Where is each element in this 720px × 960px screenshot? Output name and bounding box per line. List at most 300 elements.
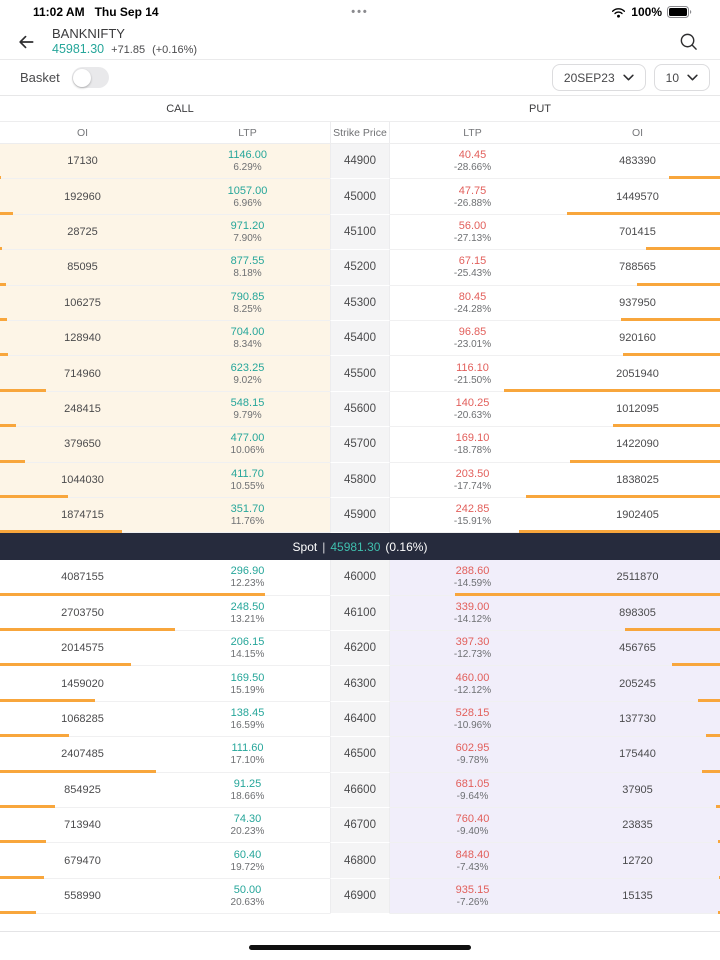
call-ltp-value: 351.70 xyxy=(230,503,265,516)
strike-value: 45100 xyxy=(344,225,376,238)
put-oi-cell[interactable] xyxy=(555,666,720,701)
strike-cell xyxy=(330,463,390,498)
instrument-title: BANKNIFTY xyxy=(52,25,125,41)
strike-value: 46000 xyxy=(344,571,376,584)
put-oi-bar xyxy=(570,460,720,463)
put-oi-bar xyxy=(623,353,720,356)
strike-value: 45600 xyxy=(344,402,376,415)
put-oi-cell[interactable] xyxy=(555,808,720,843)
call-oi-bar xyxy=(0,353,8,356)
strike-cell xyxy=(330,498,390,533)
strike-cell xyxy=(330,631,390,666)
call-ltp-cell[interactable] xyxy=(165,286,330,321)
call-ltp-change-pct: 8.25% xyxy=(233,303,262,315)
call-oi-bar xyxy=(0,699,95,702)
call-ltp-change-pct: 13.21% xyxy=(230,613,265,625)
put-oi-bar xyxy=(716,805,720,808)
call-ltp-cell[interactable] xyxy=(165,596,330,631)
call-ltp-value: 1146.00 xyxy=(228,149,267,162)
call-oi-cell[interactable] xyxy=(0,215,165,250)
call-oi-value: 1874715 xyxy=(61,509,104,522)
back-arrow-icon xyxy=(16,32,36,52)
put-oi-cell[interactable] xyxy=(555,250,720,285)
call-ltp-change-pct: 12.23% xyxy=(230,578,265,590)
strike-value: 46200 xyxy=(344,642,376,655)
strike-cell xyxy=(330,179,390,214)
put-oi-value: 137730 xyxy=(619,713,656,726)
put-ltp-change-pct: -14.12% xyxy=(453,613,492,625)
call-oi-value: 1044030 xyxy=(61,473,104,486)
call-oi-bar xyxy=(0,247,2,250)
option-row xyxy=(0,596,720,631)
put-ltp-cell[interactable] xyxy=(390,392,555,427)
call-ltp-cell[interactable] xyxy=(165,702,330,737)
call-oi-cell[interactable] xyxy=(0,463,165,498)
call-ltp-value: 91.25 xyxy=(233,777,262,790)
instrument-price: 45981.30 xyxy=(52,41,105,56)
strike-value: 44900 xyxy=(344,155,376,168)
option-row xyxy=(0,215,720,250)
call-ltp-value: 548.15 xyxy=(230,396,265,409)
put-oi-value: 898305 xyxy=(619,606,656,619)
call-ltp-cell[interactable] xyxy=(165,144,330,179)
put-ltp-cell[interactable] xyxy=(390,631,555,666)
search-icon xyxy=(679,32,698,51)
strike-cell xyxy=(330,702,390,737)
toggle-knob xyxy=(73,69,91,87)
put-ltp-cell[interactable] xyxy=(390,596,555,631)
put-oi-cell[interactable] xyxy=(555,179,720,214)
spot-label: Spot xyxy=(292,539,318,554)
home-indicator[interactable] xyxy=(249,945,471,950)
put-oi-value: 15135 xyxy=(622,890,653,902)
call-ltp-cell[interactable] xyxy=(165,392,330,427)
put-oi-bar xyxy=(702,770,720,773)
put-ltp-cell[interactable] xyxy=(390,250,555,285)
call-oi-bar xyxy=(0,840,46,843)
expiry-dropdown[interactable] xyxy=(552,64,646,91)
put-ltp-value: 116.10 xyxy=(456,361,489,374)
call-ltp-change-pct: 15.19% xyxy=(230,684,265,696)
call-ltp-value: 50.00 xyxy=(233,884,262,896)
strike-value: 45400 xyxy=(344,332,376,345)
strike-price-column-header: Strike Price xyxy=(330,122,390,143)
put-ltp-value: 203.50 xyxy=(455,467,490,480)
put-oi-cell[interactable] xyxy=(555,737,720,772)
put-oi-bar xyxy=(526,495,720,498)
call-ltp-change-pct: 9.79% xyxy=(233,409,262,421)
put-ltp-value: 460.00 xyxy=(455,671,490,684)
call-oi-cell[interactable] xyxy=(0,808,165,843)
put-oi-value: 920160 xyxy=(619,332,656,345)
put-oi-cell[interactable] xyxy=(555,286,720,321)
strike-cell xyxy=(330,773,390,808)
call-oi-value: 1068285 xyxy=(61,713,104,726)
battery-percent: 100% xyxy=(631,5,662,19)
option-row xyxy=(0,773,720,808)
put-oi-cell[interactable] xyxy=(555,879,720,914)
strike-cell xyxy=(330,392,390,427)
strike-cell xyxy=(330,560,390,595)
call-ltp-cell[interactable] xyxy=(165,843,330,878)
put-ltp-value: 288.60 xyxy=(455,565,490,578)
option-row xyxy=(0,631,720,666)
call-ltp-cell[interactable] xyxy=(165,737,330,772)
call-ltp-value: 169.50 xyxy=(230,671,265,684)
call-ltp-cell[interactable] xyxy=(165,427,330,462)
put-oi-value: 456765 xyxy=(619,642,656,655)
strike-cell xyxy=(330,879,390,914)
put-ltp-value: 602.95 xyxy=(455,742,490,755)
put-oi-cell[interactable] xyxy=(555,702,720,737)
put-oi-bar xyxy=(698,699,720,702)
call-ltp-cell[interactable] xyxy=(165,773,330,808)
call-oi-column-header: OI xyxy=(76,126,89,139)
strike-value: 45000 xyxy=(344,190,376,203)
put-ltp-cell[interactable] xyxy=(390,498,555,533)
put-ltp-value: 67.15 xyxy=(458,255,487,268)
put-ltp-cell[interactable] xyxy=(390,356,555,391)
put-ltp-cell[interactable] xyxy=(390,286,555,321)
put-oi-cell[interactable] xyxy=(555,144,720,179)
section-header xyxy=(0,96,720,122)
call-oi-value: 106275 xyxy=(64,296,101,309)
strike-cell xyxy=(330,666,390,701)
put-oi-cell[interactable] xyxy=(555,560,720,595)
option-row xyxy=(0,463,720,498)
call-ltp-change-pct: 7.90% xyxy=(233,232,262,244)
put-ltp-value: 528.15 xyxy=(455,707,490,720)
call-oi-bar xyxy=(0,770,156,773)
call-oi-cell[interactable] xyxy=(0,498,165,533)
put-ltp-change-pct: -9.64% xyxy=(456,790,489,802)
put-ltp-cell[interactable] xyxy=(390,560,555,595)
strike-count-dropdown[interactable] xyxy=(654,64,710,91)
call-oi-value: 379650 xyxy=(64,438,101,451)
put-oi-bar xyxy=(455,593,720,596)
put-ltp-change-pct: -7.43% xyxy=(456,861,489,873)
strike-value: 45200 xyxy=(344,261,376,274)
put-ltp-cell[interactable] xyxy=(390,737,555,772)
put-ltp-cell[interactable] xyxy=(390,808,555,843)
put-oi-value: 1902405 xyxy=(616,509,659,522)
put-ltp-change-pct: -21.50% xyxy=(453,374,492,386)
call-ltp-change-pct: 6.96% xyxy=(233,197,262,209)
expiry-value: 20SEP23 xyxy=(563,70,615,85)
call-oi-value: 192960 xyxy=(64,190,101,203)
call-oi-cell[interactable] xyxy=(0,560,165,595)
put-ltp-change-pct: -9.40% xyxy=(456,826,489,838)
call-oi-value: 679470 xyxy=(64,854,101,867)
call-ltp-cell[interactable] xyxy=(165,666,330,701)
call-oi-cell[interactable] xyxy=(0,427,165,462)
call-ltp-value: 704.00 xyxy=(230,326,265,339)
put-oi-bar xyxy=(613,424,720,427)
call-ltp-value: 411.70 xyxy=(231,467,264,480)
put-oi-value: 1012095 xyxy=(616,402,659,415)
put-ltp-change-pct: -24.28% xyxy=(453,303,492,315)
option-row xyxy=(0,702,720,737)
basket-label: Basket xyxy=(20,70,60,85)
call-ltp-change-pct: 8.18% xyxy=(233,268,262,280)
call-ltp-cell[interactable] xyxy=(165,879,330,914)
call-oi-cell[interactable] xyxy=(0,631,165,666)
option-row xyxy=(0,321,720,356)
strike-cell xyxy=(330,286,390,321)
put-oi-bar xyxy=(672,663,720,666)
call-oi-cell[interactable] xyxy=(0,250,165,285)
put-section-header: PUT xyxy=(529,102,551,115)
put-oi-column-header: OI xyxy=(631,126,644,139)
call-oi-cell[interactable] xyxy=(0,596,165,631)
call-ltp-column-header: LTP xyxy=(238,126,257,139)
option-row xyxy=(0,560,720,595)
strike-cell xyxy=(330,737,390,772)
put-ltp-cell[interactable] xyxy=(390,666,555,701)
status-bar xyxy=(0,0,720,24)
put-ltp-cell[interactable] xyxy=(390,463,555,498)
call-ltp-value: 1057.00 xyxy=(227,184,268,197)
instrument-change: +71.85 xyxy=(111,43,146,56)
put-ltp-change-pct: -15.91% xyxy=(453,516,492,528)
basket-toggle[interactable] xyxy=(72,67,109,88)
put-oi-value: 23835 xyxy=(622,819,653,832)
option-row xyxy=(0,286,720,321)
call-ltp-value: 296.90 xyxy=(230,565,265,578)
strike-value: 46300 xyxy=(344,677,376,690)
call-oi-value: 713940 xyxy=(64,819,101,832)
call-ltp-cell[interactable] xyxy=(165,631,330,666)
call-oi-bar xyxy=(0,424,16,427)
put-ltp-change-pct: -17.74% xyxy=(453,480,492,492)
put-ltp-value: 339.00 xyxy=(455,600,490,613)
call-oi-bar xyxy=(0,876,44,879)
call-ltp-change-pct: 10.06% xyxy=(230,445,265,457)
call-oi-value: 558990 xyxy=(64,890,101,902)
put-oi-cell[interactable] xyxy=(555,427,720,462)
put-ltp-cell[interactable] xyxy=(390,427,555,462)
put-ltp-change-pct: -25.43% xyxy=(453,268,492,280)
spot-divider: | xyxy=(322,539,326,554)
put-ltp-cell[interactable] xyxy=(390,144,555,179)
call-ltp-cell[interactable] xyxy=(165,498,330,533)
put-ltp-value: 848.40 xyxy=(455,848,490,861)
strike-cell xyxy=(330,427,390,462)
call-ltp-change-pct: 9.02% xyxy=(233,374,262,386)
put-ltp-value: 56.00 xyxy=(458,219,487,232)
status-date: Thu Sep 14 xyxy=(94,5,159,19)
put-oi-bar xyxy=(567,212,720,215)
spot-price: 45981.30 xyxy=(330,539,381,554)
put-oi-value: 175440 xyxy=(619,748,656,761)
strike-cell xyxy=(330,321,390,356)
put-oi-value: 205245 xyxy=(619,677,656,690)
put-ltp-change-pct: -18.78% xyxy=(453,445,492,457)
strike-cell xyxy=(330,843,390,878)
option-row xyxy=(0,144,720,179)
put-oi-cell[interactable] xyxy=(555,356,720,391)
chevron-down-icon xyxy=(623,74,634,81)
call-oi-cell[interactable] xyxy=(0,666,165,701)
call-oi-bar xyxy=(0,628,175,631)
back-button[interactable] xyxy=(0,32,52,52)
put-ltp-change-pct: -7.26% xyxy=(456,897,489,908)
call-ltp-value: 790.85 xyxy=(230,290,265,303)
strike-cell xyxy=(330,596,390,631)
call-oi-cell[interactable] xyxy=(0,286,165,321)
chevron-down-icon xyxy=(687,74,698,81)
put-oi-cell[interactable] xyxy=(555,392,720,427)
put-ltp-value: 96.85 xyxy=(458,326,487,339)
call-oi-value: 17130 xyxy=(67,155,98,168)
put-oi-value: 937950 xyxy=(619,296,656,309)
call-oi-bar xyxy=(0,318,7,321)
strike-cell xyxy=(330,808,390,843)
put-oi-cell[interactable] xyxy=(555,463,720,498)
put-ltp-cell[interactable] xyxy=(390,215,555,250)
strike-value: 45700 xyxy=(344,438,376,451)
call-oi-cell[interactable] xyxy=(0,356,165,391)
call-ltp-cell[interactable] xyxy=(165,321,330,356)
call-oi-bar xyxy=(0,530,122,533)
put-oi-cell[interactable] xyxy=(555,843,720,878)
call-oi-value: 2014575 xyxy=(61,642,104,655)
call-oi-value: 2407485 xyxy=(61,748,104,761)
put-oi-cell[interactable] xyxy=(555,215,720,250)
call-oi-cell[interactable] xyxy=(0,144,165,179)
put-oi-cell[interactable] xyxy=(555,596,720,631)
put-oi-value: 788565 xyxy=(619,261,656,274)
put-ltp-change-pct: -27.13% xyxy=(453,232,492,244)
put-oi-bar xyxy=(519,530,720,533)
call-ltp-value: 877.55 xyxy=(230,255,265,268)
option-row xyxy=(0,737,720,772)
put-ltp-change-pct: -23.01% xyxy=(453,339,492,351)
call-oi-cell[interactable] xyxy=(0,773,165,808)
call-oi-bar xyxy=(0,734,69,737)
call-oi-value: 248415 xyxy=(64,402,101,415)
multitask-ellipsis-icon[interactable]: ••• xyxy=(351,6,369,18)
put-oi-cell[interactable] xyxy=(555,773,720,808)
strike-value: 45800 xyxy=(344,473,376,486)
put-oi-bar xyxy=(646,247,720,250)
call-ltp-cell[interactable] xyxy=(165,179,330,214)
put-ltp-cell[interactable] xyxy=(390,879,555,914)
call-ltp-change-pct: 18.66% xyxy=(230,790,265,802)
call-oi-value: 128940 xyxy=(64,332,101,345)
put-ltp-cell[interactable] xyxy=(390,702,555,737)
put-ltp-value: 397.30 xyxy=(455,636,490,649)
call-ltp-cell[interactable] xyxy=(165,463,330,498)
call-ltp-change-pct: 10.55% xyxy=(230,480,265,492)
put-ltp-value: 242.85 xyxy=(455,503,490,516)
call-oi-value: 714960 xyxy=(64,367,101,380)
call-ltp-cell[interactable] xyxy=(165,560,330,595)
strike-value: 45500 xyxy=(344,367,376,380)
call-oi-cell[interactable] xyxy=(0,392,165,427)
put-ltp-change-pct: -12.12% xyxy=(453,684,492,696)
call-oi-bar xyxy=(0,460,25,463)
put-ltp-cell[interactable] xyxy=(390,179,555,214)
call-ltp-value: 111.60 xyxy=(231,742,264,755)
strike-value: 46600 xyxy=(344,783,376,796)
call-oi-value: 854925 xyxy=(64,783,101,796)
call-ltp-cell[interactable] xyxy=(165,215,330,250)
put-ltp-change-pct: -12.73% xyxy=(453,649,492,661)
call-oi-bar xyxy=(0,663,131,666)
call-oi-cell[interactable] xyxy=(0,702,165,737)
call-oi-cell[interactable] xyxy=(0,179,165,214)
option-row xyxy=(0,250,720,285)
option-row xyxy=(0,427,720,462)
put-ltp-value: 681.05 xyxy=(455,777,490,790)
call-ltp-change-pct: 16.59% xyxy=(230,720,265,732)
put-oi-bar xyxy=(504,389,720,392)
option-chain xyxy=(0,144,720,914)
call-oi-bar xyxy=(0,212,13,215)
call-oi-cell[interactable] xyxy=(0,879,165,914)
call-ltp-change-pct: 20.23% xyxy=(230,826,265,838)
call-section-header: CALL xyxy=(166,102,194,115)
call-oi-bar xyxy=(0,176,1,179)
call-ltp-value: 138.45 xyxy=(230,707,265,720)
strike-value: 46700 xyxy=(344,819,376,832)
strike-value: 46400 xyxy=(344,713,376,726)
strike-value: 46900 xyxy=(344,890,376,902)
call-oi-value: 2703750 xyxy=(61,606,104,619)
bottom-divider xyxy=(0,931,720,932)
strike-cell xyxy=(330,215,390,250)
app-header xyxy=(0,24,720,60)
call-oi-cell[interactable] xyxy=(0,737,165,772)
option-row xyxy=(0,392,720,427)
option-row xyxy=(0,498,720,533)
put-ltp-cell[interactable] xyxy=(390,321,555,356)
search-button[interactable] xyxy=(679,32,698,51)
call-oi-bar xyxy=(0,389,46,392)
call-ltp-change-pct: 8.34% xyxy=(233,339,262,351)
call-ltp-cell[interactable] xyxy=(165,808,330,843)
call-ltp-cell[interactable] xyxy=(165,250,330,285)
put-oi-bar xyxy=(669,176,720,179)
call-ltp-value: 206.15 xyxy=(230,636,265,649)
put-oi-cell[interactable] xyxy=(555,631,720,666)
put-oi-value: 1449570 xyxy=(616,190,659,203)
put-ltp-value: 760.40 xyxy=(455,813,490,826)
put-ltp-cell[interactable] xyxy=(390,843,555,878)
strike-value: 46500 xyxy=(344,748,376,761)
call-oi-bar xyxy=(0,593,265,596)
call-oi-cell[interactable] xyxy=(0,321,165,356)
put-ltp-cell[interactable] xyxy=(390,773,555,808)
spot-change-pct: (0.16%) xyxy=(385,539,428,554)
option-row xyxy=(0,843,720,878)
call-oi-value: 85095 xyxy=(67,261,98,274)
call-ltp-change-pct: 11.76% xyxy=(230,516,265,528)
put-ltp-change-pct: -28.66% xyxy=(453,162,492,174)
put-oi-value: 701415 xyxy=(619,225,656,238)
call-ltp-cell[interactable] xyxy=(165,356,330,391)
option-row xyxy=(0,179,720,214)
status-time: 11:02 AM xyxy=(33,5,85,19)
put-oi-cell[interactable] xyxy=(555,498,720,533)
call-oi-cell[interactable] xyxy=(0,843,165,878)
call-oi-value: 1459020 xyxy=(61,677,104,690)
put-oi-cell[interactable] xyxy=(555,321,720,356)
call-ltp-value: 60.40 xyxy=(233,848,262,861)
call-ltp-change-pct: 17.10% xyxy=(230,755,265,767)
put-ltp-value: 80.45 xyxy=(458,290,487,303)
